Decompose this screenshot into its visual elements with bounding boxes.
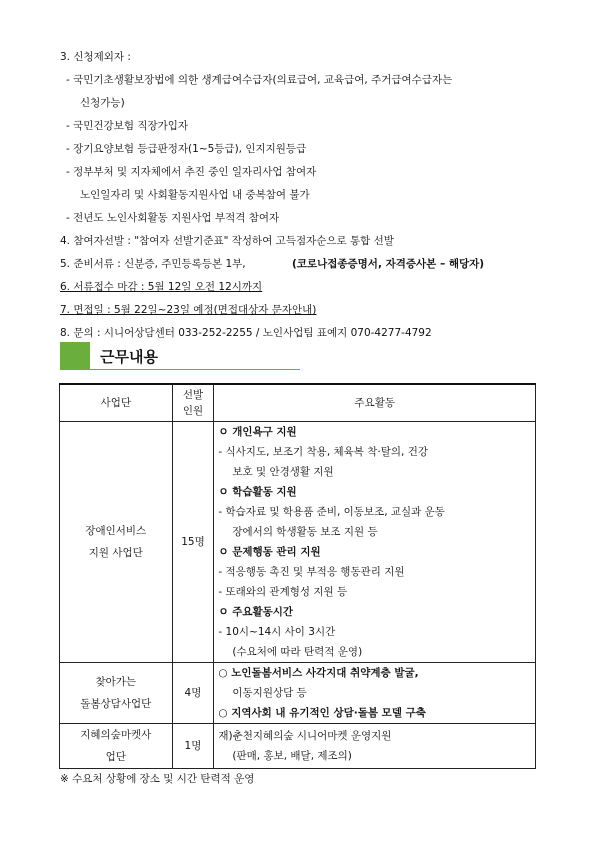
exclusion-item-basic-livelihood: - 국민기초생활보장법에 의한 생계급여수급자(의료급여, 교육급여, 주거급여수급자는: [66, 74, 453, 86]
exclusion-item-previous-year: - 전년도 노인사회활동 지원사업 부적격 참여자: [66, 212, 280, 224]
activity-line: - 학습자료 및 학용품 준비, 이동보조, 교실과 운동: [218, 506, 445, 518]
exclusion-heading: 3. 신청제외자 :: [60, 51, 131, 63]
activity-heading: ㅇ 학습활동 지원: [218, 486, 297, 498]
activity-heading: ㅇ 주요활동시간: [218, 606, 294, 618]
table-header-row: [60, 384, 536, 422]
interview-date: 7. 면접일 : 5월 22일~23일 예정(면접대상자 문자안내): [60, 304, 317, 316]
selection-method: 4. 참여자선발 : "참여자 선발기준표" 작성하여 고득점자순으로 통합 선발: [60, 235, 394, 247]
section-marker: [60, 342, 90, 370]
table-body: [60, 422, 536, 769]
required-documents-extra: (코로나접종증명서, 자격증사본 – 해당자): [292, 258, 485, 270]
activities-cell-care-counseling: [214, 663, 536, 724]
table-row: [60, 724, 536, 769]
exclusion-item-long-term-care: - 장기요양보험 등급판정자(1~5등급), 인지지원등급: [66, 143, 307, 155]
exclusion-item-basic-livelihood-cont: 신청가능): [80, 97, 125, 109]
exclusion-item-government-jobs: - 정부부처 및 지자체에서 추진 중인 일자리사업 참여자: [66, 166, 317, 178]
activity-heading: ○ 노인돌봄서비스 사각지대 취약계층 발굴,: [218, 667, 419, 679]
section-header: [60, 342, 300, 370]
activity-line: - 10시~14시 사이 3시간: [218, 626, 336, 638]
required-documents: 5. 준비서류 : 신분증, 주민등록등본 1부,: [60, 258, 246, 270]
activity-heading: ○ 지역사회 내 유기적인 상담·돌봄 모델 구축: [218, 707, 426, 719]
activity-line: - 또래와의 관계형성 지원 등: [218, 586, 348, 598]
header-activities: 주요활동: [214, 384, 536, 422]
activity-heading: ㅇ 개인욕구 지원: [218, 426, 297, 438]
activity-line: 보호 및 안경생활 지원: [232, 466, 334, 478]
activity-line: (판매, 홍보, 배달, 제조의): [232, 750, 352, 762]
activity-line: 재)춘천지혜의숲 시니어마켓 운영지원: [218, 730, 392, 742]
business-name-wisdom-market: 지혜의숲마켓사 업단: [60, 724, 173, 769]
header-business: 사업단: [60, 384, 173, 422]
activities-cell-disability-service: [214, 422, 536, 663]
section-underline: [90, 369, 300, 370]
business-name-disability-service: 장애인서비스 지원 사업단: [60, 422, 173, 663]
activity-line: - 식사지도, 보조기 착용, 체육복 착·탈의, 건강: [218, 446, 428, 458]
selection-count-care-counseling: 4명: [172, 663, 214, 724]
activity-line: (수요처에 따라 탄력적 운영): [232, 646, 363, 658]
table-row: [60, 663, 536, 724]
application-deadline: 6. 서류접수 마감 : 5월 12일 오전 12시까지: [60, 281, 263, 293]
activity-line: 이동지원상담 등: [232, 687, 307, 699]
header-count: 선발 인원: [172, 384, 214, 422]
activity-heading: ㅇ 문제행동 관리 지원: [218, 546, 321, 558]
selection-count-wisdom-market: 1명: [172, 724, 214, 769]
selection-count-disability-service: 15명: [172, 422, 214, 663]
section-title: 근무내용: [100, 348, 158, 366]
exclusion-item-duplicate: 노인일자리 및 사회활동지원사업 내 중복참여 불가: [80, 189, 310, 201]
exclusion-item-health-insurance: - 국민건강보험 직장가입자: [66, 120, 189, 132]
activities-cell-wisdom-market: [214, 724, 536, 769]
activity-line: - 적응행동 촉진 및 부적응 행동관리 지원: [218, 566, 405, 578]
table-row: [60, 422, 536, 663]
footnote: ※ 수요처 상황에 장소 및 시간 탄력적 운영: [60, 773, 255, 785]
work-table: [59, 383, 536, 769]
contact-info: 8. 문의 : 시니어상담센터 033-252-2255 / 노인사업팀 표예지 070-4277-4792: [60, 327, 432, 339]
activity-line: 장에서의 학생활동 보조 지원 등: [232, 526, 378, 538]
business-name-care-counseling: 찾아가는 돌봄상담사업단: [60, 663, 173, 724]
